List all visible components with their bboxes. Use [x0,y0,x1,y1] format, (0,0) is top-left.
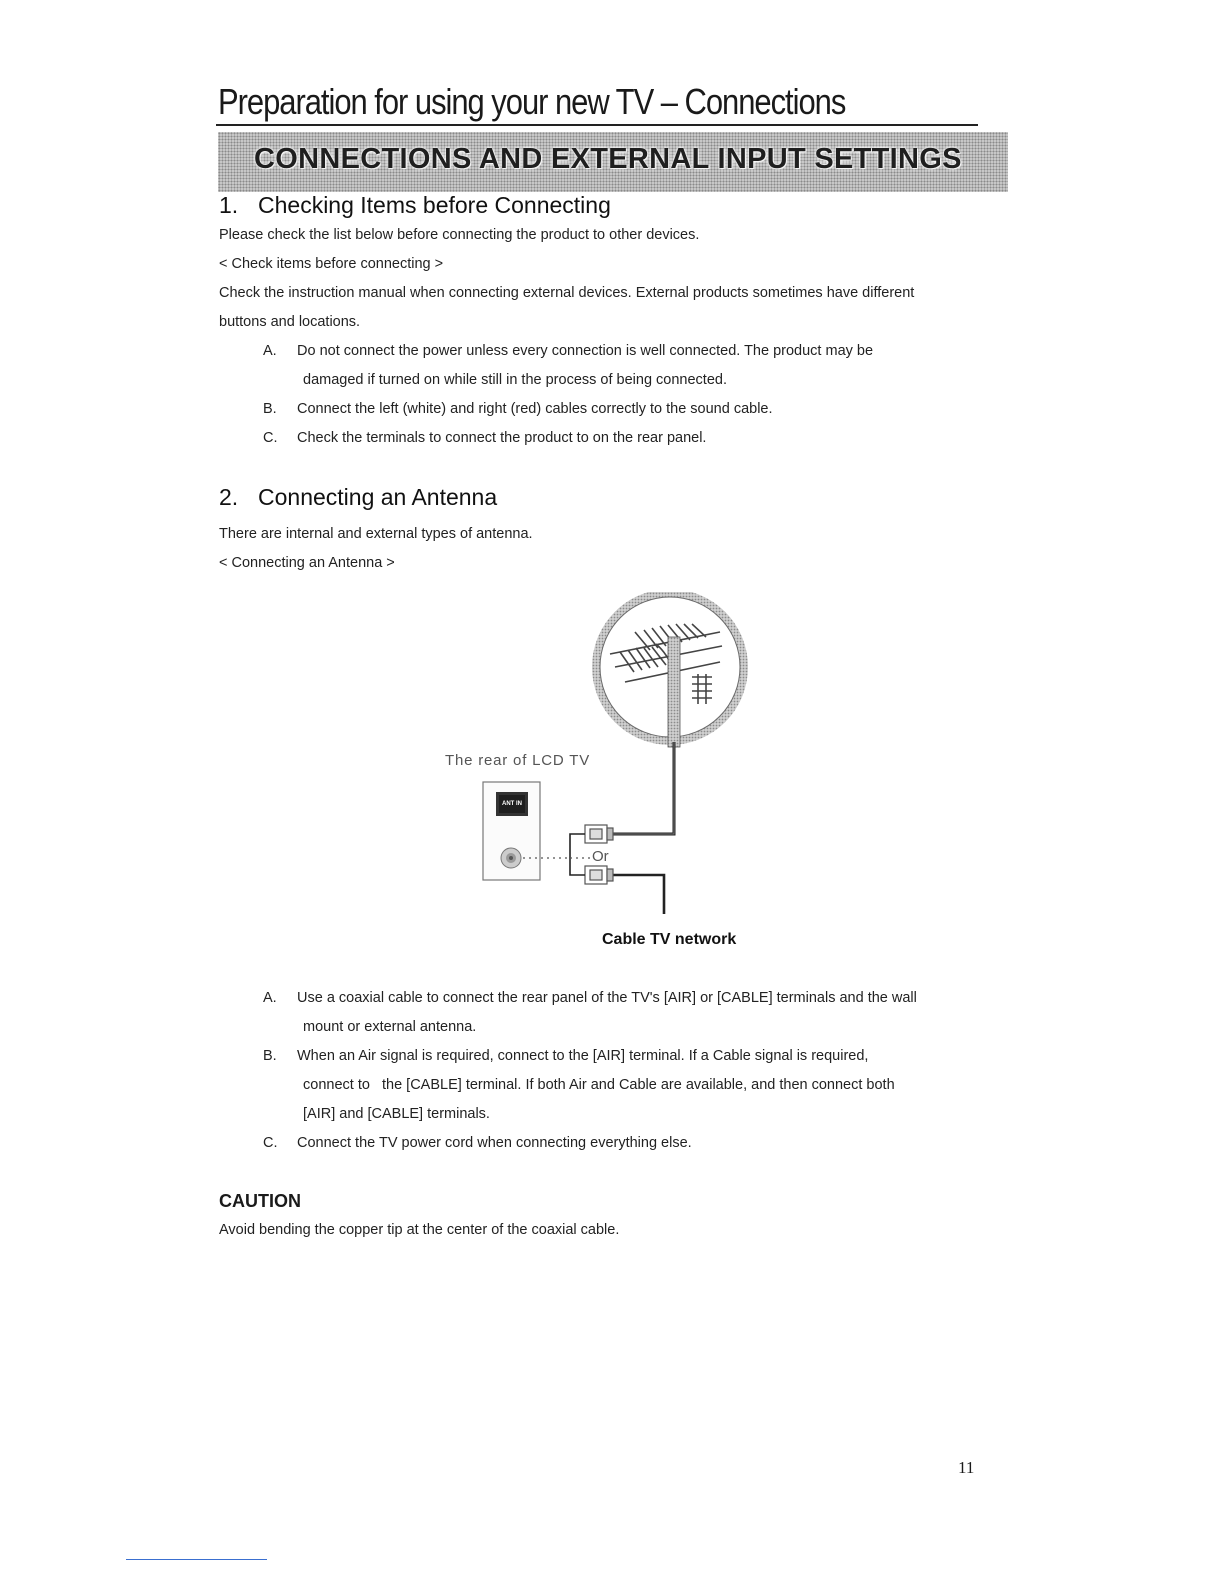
title-underline [216,124,978,126]
ant-in-label: ANT IN [502,801,522,807]
or-label: Or [592,848,609,865]
list-item: A. Use a coaxial cable to connect the rear panel of the TV's [AIR] or [CABLE] terminals and the wall [263,990,917,1006]
caution-text: Avoid bending the copper tip at the center of the coaxial cable. [219,1222,620,1238]
antenna-connection-diagram [430,592,770,962]
list-item-continuation: damaged if turned on while still in the process of being connected. [303,372,727,388]
section1-note-line2: buttons and locations. [219,314,361,330]
section2-heading [219,484,497,511]
coax-connector-top [585,825,613,843]
list-item: A. Do not connect the power unless every connection is well connected. The product may be [263,343,874,359]
list-item: C. Check the terminals to connect the product to on the rear panel. [263,430,707,446]
antenna-icon [596,593,744,747]
list-item: B. Connect the left (white) and right (red) cables correctly to the sound cable. [263,401,773,417]
list-item-continuation: [AIR] and [CABLE] terminals. [303,1106,490,1122]
tv-rear-panel [483,782,540,880]
section-banner [218,132,1008,192]
section2-intro: There are internal and external types of antenna. [219,526,533,542]
section2-heading-text: Connecting an Antenna [258,484,498,510]
list-item: C. Connect the TV power cord when connecting everything else. [263,1135,692,1151]
section1-note-line1: Check the instruction manual when connecting external devices. External products sometimes have different [219,285,915,301]
cable-tv-cable [610,875,664,914]
footer-rule [126,1559,267,1560]
diagram-graphic [430,592,770,962]
caution-title: CAUTION [219,1191,301,1211]
coax-connector-bottom [585,866,613,884]
list-marker: B. [263,1048,277,1064]
list-marker: B. [263,401,277,417]
list-marker: A. [263,343,277,359]
section1-heading [219,192,611,219]
page-title: Preparation for using your new TV – Connections [218,81,846,122]
list-item-continuation: connect to the [CABLE] terminal. If both Air and Cable are available, and then connect both [303,1077,895,1093]
banner-title: CONNECTIONS AND EXTERNAL INPUT SETTINGS [254,143,962,175]
cable-tv-network-label: Cable TV network [602,931,737,948]
connector-bracket [570,834,585,875]
list-marker: C. [263,430,278,446]
section2-subtitle: < Connecting an Antenna > [219,555,395,571]
list-marker: C. [263,1135,278,1151]
rear-of-tv-label: The rear of LCD TV [445,752,591,769]
section1-number: 1. [219,192,239,218]
page-number: 11 [958,1458,975,1477]
section1-subtitle: < Check items before connecting > [219,256,444,272]
antenna-cable [610,742,674,834]
section1-heading-text: Checking Items before Connecting [258,192,611,218]
section2-number: 2. [219,484,239,510]
list-item-continuation: mount or external antenna. [303,1019,477,1035]
section1-intro: Please check the list below before connecting the product to other devices. [219,227,700,243]
list-marker: A. [263,990,277,1006]
list-item: B. When an Air signal is required, connect to the [AIR] terminal. If a Cable signal is required, [263,1048,869,1064]
